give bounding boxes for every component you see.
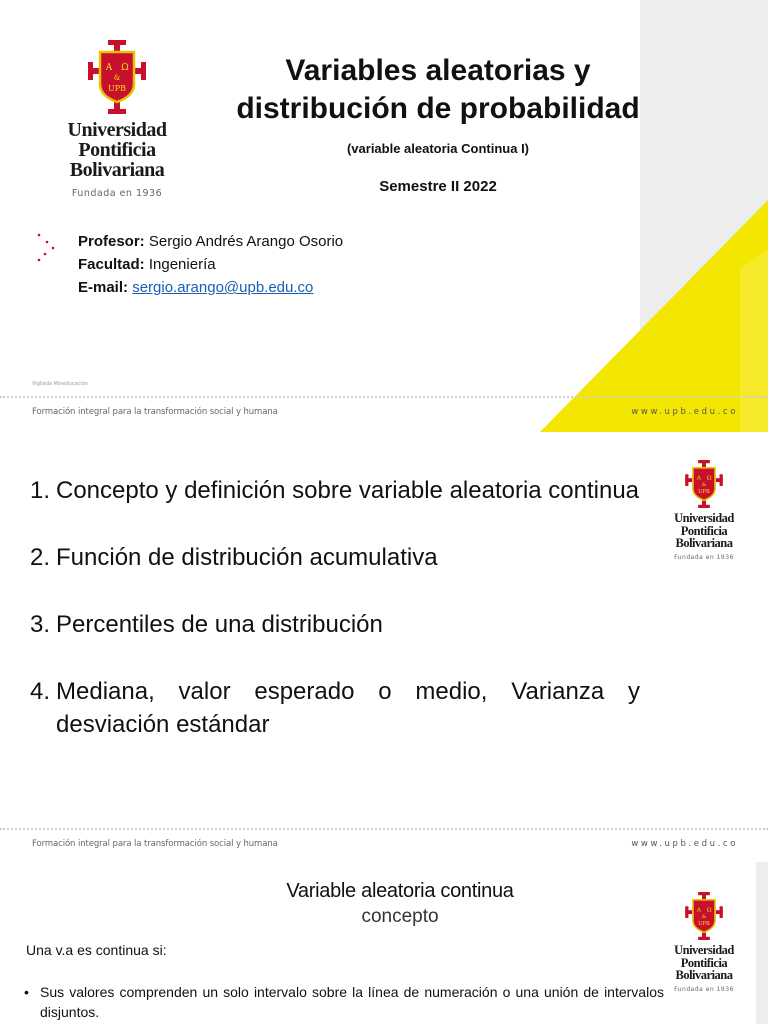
svg-text:Ω: Ω bbox=[706, 907, 712, 914]
footer-tagline: Formación integral para la transformación social y humana bbox=[32, 839, 278, 849]
email-label: E-mail: bbox=[78, 279, 129, 296]
vigilada-note: Vigilada Mineducación bbox=[32, 381, 89, 387]
semester-label: Semestre II 2022 bbox=[379, 178, 497, 195]
logo-line-bolivariana: Bolivariana bbox=[675, 536, 733, 550]
list-item bbox=[30, 474, 640, 507]
slide-title-heading: Variables aleatorias y distribución de probabilidad bbox=[236, 54, 640, 125]
footer-divider bbox=[0, 828, 768, 830]
list-item-number: 1. bbox=[30, 477, 51, 504]
upb-crest-icon bbox=[685, 460, 723, 508]
svg-text:Ω: Ω bbox=[706, 475, 712, 482]
list-item-number: 4. bbox=[30, 678, 51, 705]
upb-crest-icon bbox=[685, 892, 723, 940]
list-item bbox=[30, 541, 640, 574]
svg-text:&: & bbox=[701, 914, 707, 920]
footer-tagline: Formación integral para la transformación social y humana bbox=[32, 407, 278, 417]
upb-logo bbox=[666, 460, 742, 561]
red-dots-icon bbox=[36, 232, 56, 266]
bullet-text: Sus valores comprenden un solo intervalo sobre la línea de numeración o una unión de intervalos disjuntos. bbox=[40, 984, 664, 1020]
profesor-label: Profesor: bbox=[78, 233, 145, 250]
slide-concept bbox=[0, 862, 768, 1024]
bullet-icon: • bbox=[24, 984, 29, 1000]
svg-text:UPB: UPB bbox=[107, 84, 127, 93]
email-row bbox=[78, 276, 343, 299]
footer-divider bbox=[0, 396, 768, 398]
list-item-number: 2. bbox=[30, 544, 51, 571]
upb-crest-icon bbox=[88, 40, 146, 114]
logo-line-universidad: Universidad bbox=[674, 511, 734, 525]
list-item-text: Concepto y definición sobre variable aleatoria continua bbox=[56, 477, 640, 504]
bullet-item bbox=[24, 982, 664, 1022]
list-item bbox=[30, 608, 640, 641]
svg-text:&: & bbox=[701, 482, 707, 488]
svg-text:A: A bbox=[696, 907, 701, 914]
svg-text:UPB: UPB bbox=[698, 489, 710, 496]
logo-line-universidad: Universidad bbox=[674, 943, 734, 957]
contact-info bbox=[78, 230, 343, 299]
profesor-row bbox=[78, 230, 343, 253]
svg-text:UPB: UPB bbox=[698, 921, 710, 928]
logo-line-pontificia: Pontificia bbox=[78, 139, 156, 161]
facultad-value: Ingeniería bbox=[148, 256, 216, 273]
logo-line-pontificia: Pontificia bbox=[680, 523, 728, 538]
logo-founded: Fundada en 1936 bbox=[674, 985, 734, 993]
list-item-text: Función de distribución acumulativa bbox=[56, 544, 438, 571]
svg-text:A: A bbox=[105, 63, 113, 73]
list-item-text: Mediana, valor esperado o medio, Varianza y desviación estándar bbox=[56, 678, 640, 738]
footer-url: www.upb.edu.co bbox=[631, 407, 738, 417]
facultad-row bbox=[78, 253, 343, 276]
logo-line-universidad: Universidad bbox=[67, 119, 167, 141]
slide-contents bbox=[0, 432, 768, 862]
logo-line-bolivariana: Bolivariana bbox=[675, 968, 733, 982]
list-item bbox=[30, 675, 640, 741]
slide-title bbox=[0, 0, 768, 432]
intro-text: Una v.a es continua si: bbox=[26, 942, 167, 958]
list-item-number: 3. bbox=[30, 611, 51, 638]
slide-heading: Variable aleatoria continua bbox=[286, 880, 514, 902]
upb-logo bbox=[666, 892, 742, 993]
list-item-text: Percentiles de una distribución bbox=[56, 611, 383, 638]
profesor-value: Sergio Andrés Arango Osorio bbox=[148, 233, 344, 250]
logo-founded: Fundada en 1936 bbox=[674, 553, 734, 561]
upb-logo bbox=[58, 40, 176, 199]
slide-subheading: concepto bbox=[361, 906, 439, 927]
slide-subtitle: (variable aleatoria Continua I) bbox=[346, 141, 530, 156]
facultad-label: Facultad: bbox=[78, 256, 145, 273]
grey-side-band bbox=[756, 862, 768, 1024]
logo-founded: Fundada en 1936 bbox=[71, 188, 163, 199]
svg-text:&: & bbox=[113, 74, 121, 82]
logo-line-pontificia: Pontificia bbox=[680, 955, 728, 970]
email-link[interactable]: sergio.arango@upb.edu.co bbox=[132, 279, 314, 296]
footer-url: www.upb.edu.co bbox=[631, 839, 738, 849]
svg-text:Ω: Ω bbox=[121, 63, 129, 73]
svg-text:A: A bbox=[696, 475, 701, 482]
logo-line-bolivariana: Bolivariana bbox=[69, 159, 165, 181]
contents-list bbox=[30, 474, 640, 775]
